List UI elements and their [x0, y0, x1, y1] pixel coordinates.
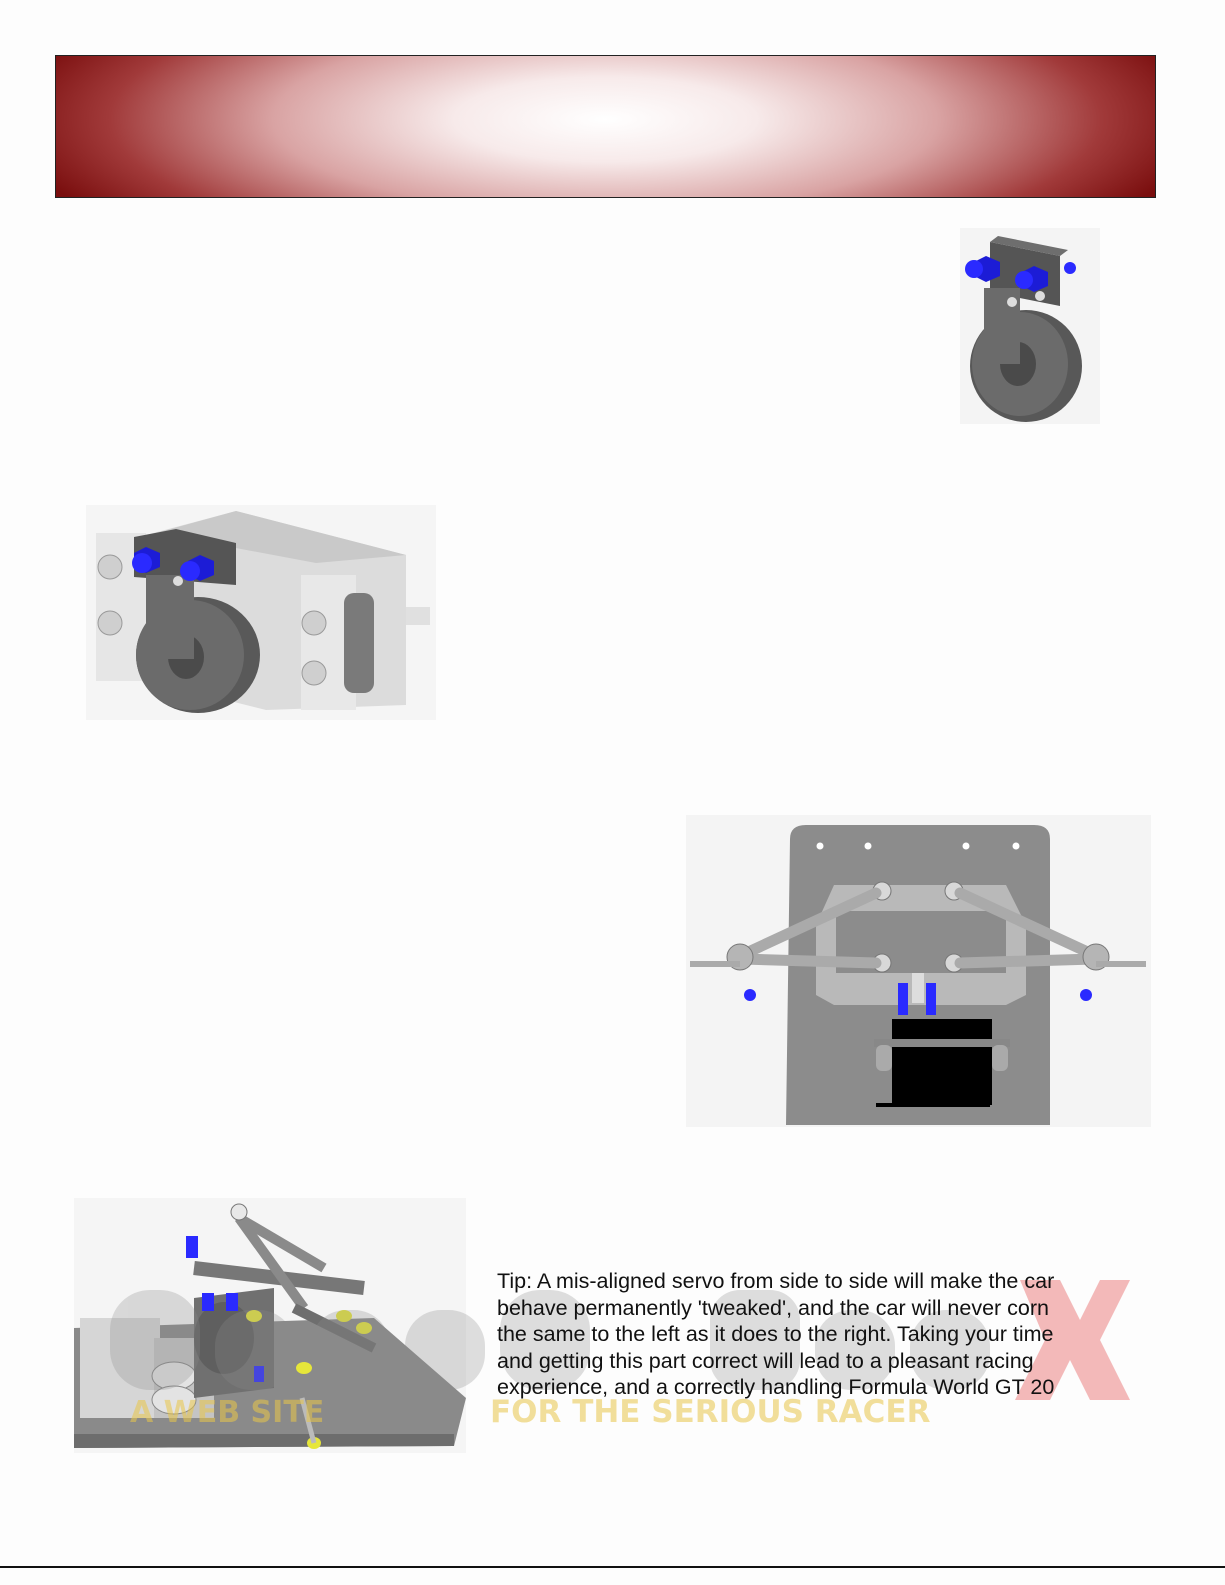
- tip-line: and getting this part correct will lead to a pleasant racing: [497, 1348, 1034, 1373]
- tip-paragraph: [497, 1268, 1127, 1401]
- tip-line: experience, and a correctly handling Formula World GT 20: [497, 1375, 1055, 1399]
- tip-line: behave permanently 'tweaked', and the car will never corn: [497, 1295, 1049, 1320]
- steering-assembly-figure: [74, 1198, 466, 1453]
- steering-linkage-figure: [686, 815, 1151, 1127]
- steering-assembly-icon: [74, 1198, 466, 1453]
- page-bottom-rule: [0, 1566, 1225, 1568]
- servo-saver-icon: [960, 228, 1100, 424]
- steering-linkage-icon: [686, 815, 1151, 1127]
- tip-line: the same to the left as it does to the right. Taking your time: [497, 1322, 1054, 1346]
- header-banner: [55, 55, 1156, 198]
- tip-line: Tip: A mis-aligned servo from side to side will make the car: [497, 1269, 1055, 1293]
- servo-assembly-figure: [86, 505, 436, 720]
- servo-saver-figure: [960, 228, 1100, 424]
- servo-assembly-icon: [86, 505, 436, 720]
- watermark-right-text: FOR THE SERIOUS RACER: [490, 1394, 931, 1430]
- watermark-left-text: A WEB SITE: [130, 1395, 325, 1430]
